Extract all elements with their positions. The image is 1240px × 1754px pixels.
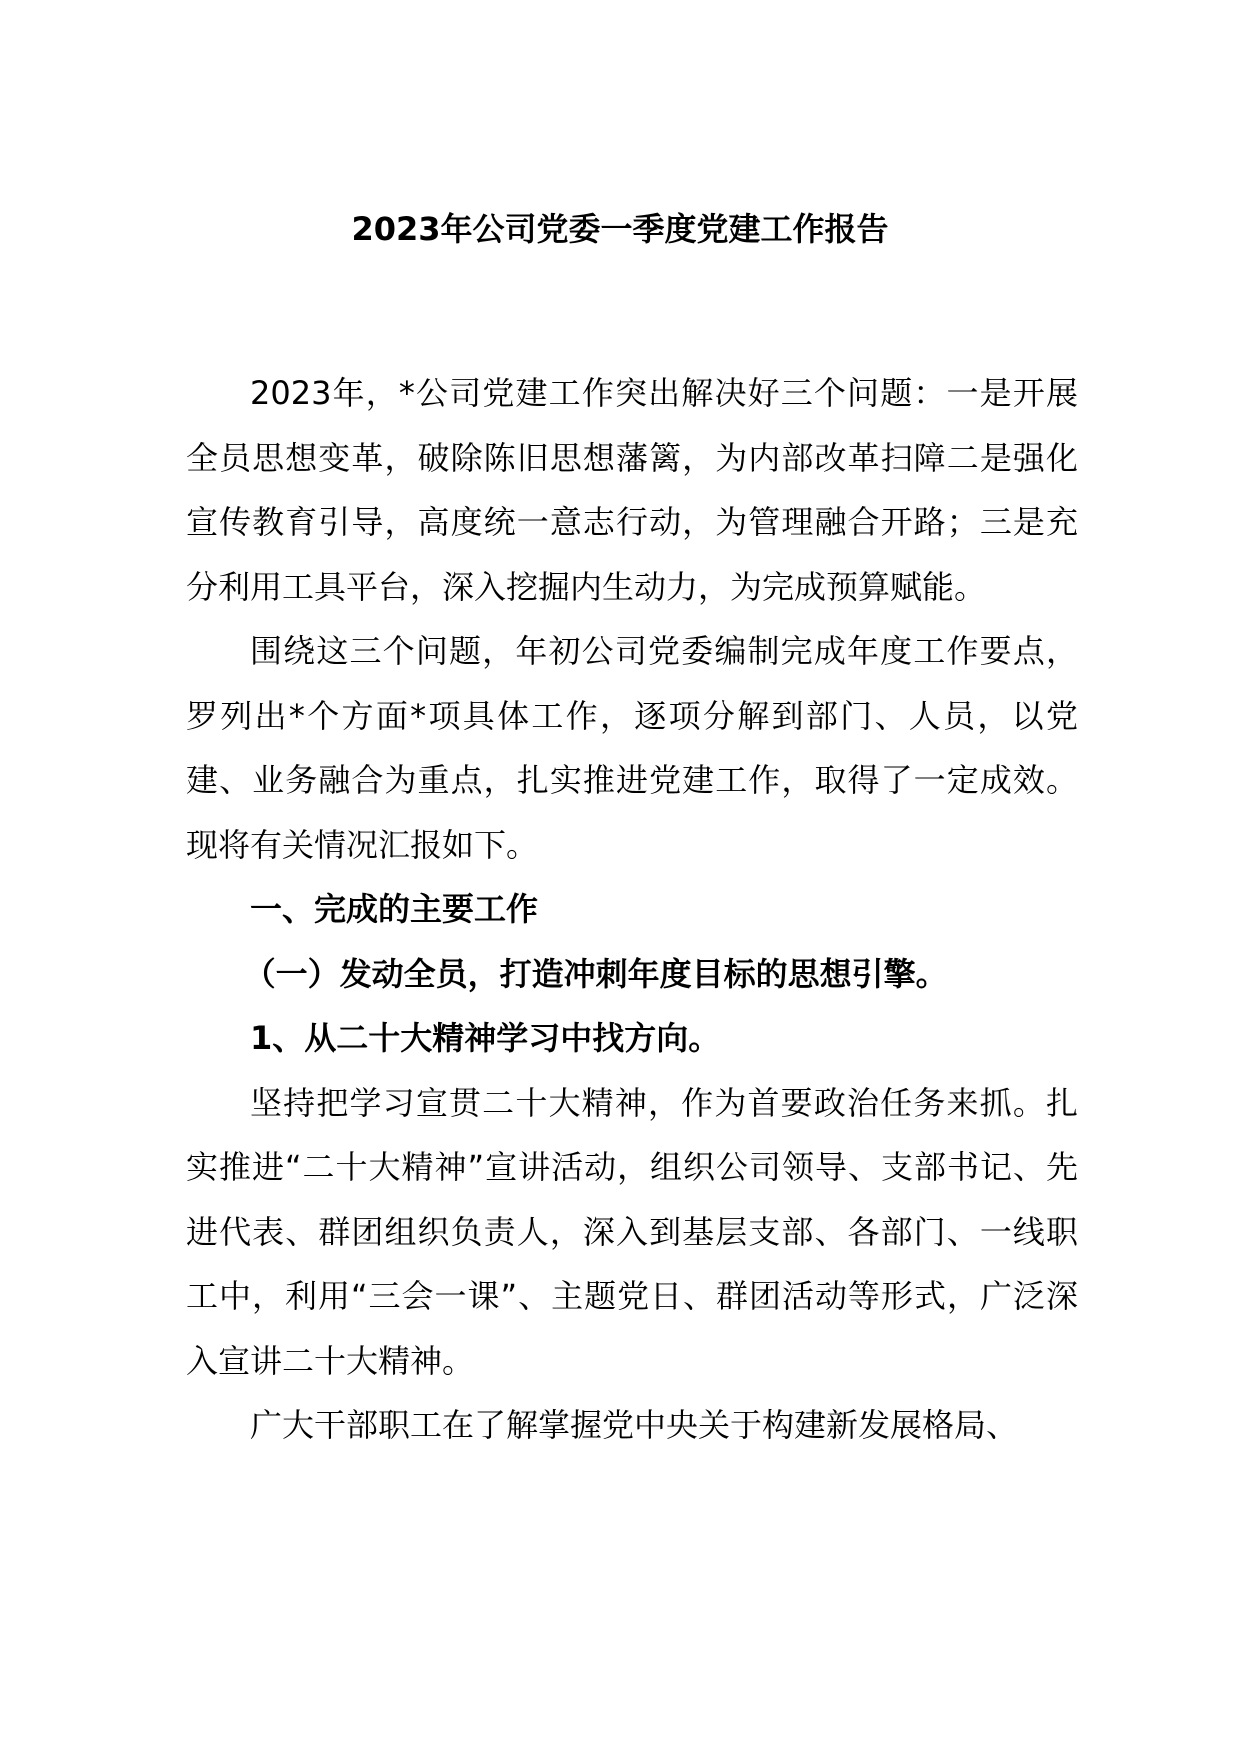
document-title: 2023年公司党委一季度党建工作报告 bbox=[351, 210, 889, 248]
document-body bbox=[186, 361, 1078, 1458]
paragraph: 坚持把学习宣贯二十大精神，作为首要政治任务来抓。扎实推进“二十大精神”宣讲活动，组织公司领导、支部书记、先进代表、群团组织负责人，深入到基层支部、各部门、一线职工中，利用“三会一课”、主题党日、群团活动等形式，广泛深入宣讲二十大精神。 bbox=[186, 1083, 1078, 1380]
paragraph: 2023年，*公司党建工作突出解决好三个问题：一是开展全员思想变革，破除陈旧思想藩篱，为内部改革扫障二是强化宣传教育引导，高度统一意志行动，为管理融合开路；三是充分利用工具平台，深入挖掘内生动力，为完成预算赋能。 bbox=[186, 374, 1078, 606]
paragraph: 围绕这三个问题，年初公司党委编制完成年度工作要点，罗列出*个方面*项具体工作，逐项分解到部门、人员，以党建、业务融合为重点，扎实推进党建工作，取得了一定成效。现将有关情况汇报如下。 bbox=[186, 632, 1078, 864]
section-heading: 一、完成的主要工作 bbox=[250, 890, 539, 928]
item-heading: 1、从二十大精神学习中找方向。 bbox=[250, 1019, 721, 1057]
subsection-heading: （一）发动全员，打造冲刺年度目标的思想引擎。 bbox=[243, 954, 948, 993]
paragraph: 广大干部职工在了解掌握党中央关于构建新发展格局、 bbox=[250, 1406, 1019, 1444]
